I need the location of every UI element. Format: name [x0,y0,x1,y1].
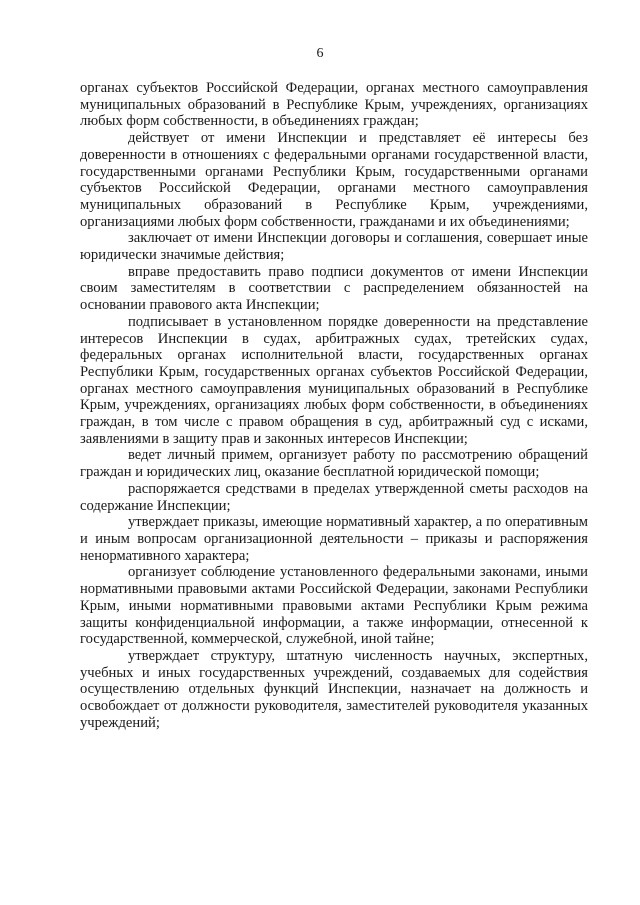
paragraph-signature-right: вправе предоставить право подписи документов от имени Инспекции своим заместителям в соответствии с распределением обязанностей на основании правового акта Инспекции; [80,263,588,314]
paragraph-confidentiality: организует соблюдение установленного федеральными законами, иными нормативными правовыми актами Российской Федерации, законами Республики Крым, иными нормативными правовыми актами Республики Крым режима защиты конфиденциальной информации, а также информации, отнесенной к государственной, коммерческой, служебной, иной тайне; [80,564,588,648]
paragraph-represents-inspection: действует от имени Инспекции и представляет её интересы без доверенности в отношениях с федеральными органами государственной власти, государственными органами Республики Крым, государственными органами субъектов Российской Федерации, органами местного самоуправления муниципальных образований в Республике Крым, учреждениями, организациями любых форм собственности, гражданами и их объединениями; [80,130,588,230]
paragraph-continuation: органах субъектов Российской Федерации, органах местного самоуправления муниципальных образований в Республике Крым, учреждениях, организациях любых форм собственности, в объединениях граждан; [80,80,588,130]
paragraph-approves-structure: утверждает структуру, штатную численность научных, экспертных, учебных и иных государственных учреждений, создаваемых для содействия осуществлению отдельных функций Инспекции, назначает на должность и освобождает от должности руководителя, заместителей руководителя указанных учреждений; [80,647,588,731]
paragraph-manages-funds: распоряжается средствами в пределах утвержденной сметы расходов на содержание Инспекции; [80,480,588,514]
paragraph-approves-orders: утверждает приказы, имеющие нормативный характер, а по оперативным и иным вопросам организационной деятельности – приказы и распоряжения ненормативного характера; [80,514,588,564]
paragraph-personal-reception: ведет личный примем, организует работу по рассмотрению обращений граждан и юридических лиц, оказание бесплатной юридической помощи; [80,447,588,481]
document-body [80,80,588,731]
page-number: 6 [316,46,324,61]
paragraph-concludes-agreements: заключает от имени Инспекции договоры и соглашения, совершает иные юридически значимые действия; [80,230,588,264]
paragraph-signs-powers-of-attorney: подписывает в установленном порядке доверенности на представление интересов Инспекции в судах, арбитражных судах, третейских судах, федеральных органах исполнительной власти, государственных органах Республики Крым, государственных органах субъектов Российской Федерации, органах местного самоуправления муниципальных образований в Республике Крым, учреждениях, организациях любых форм собственности, в объединениях граждан, в том числе с правом обращения в суд, арбитражный суд с исками, заявлениями в защиту прав и законных интересов Инспекции; [80,313,588,447]
